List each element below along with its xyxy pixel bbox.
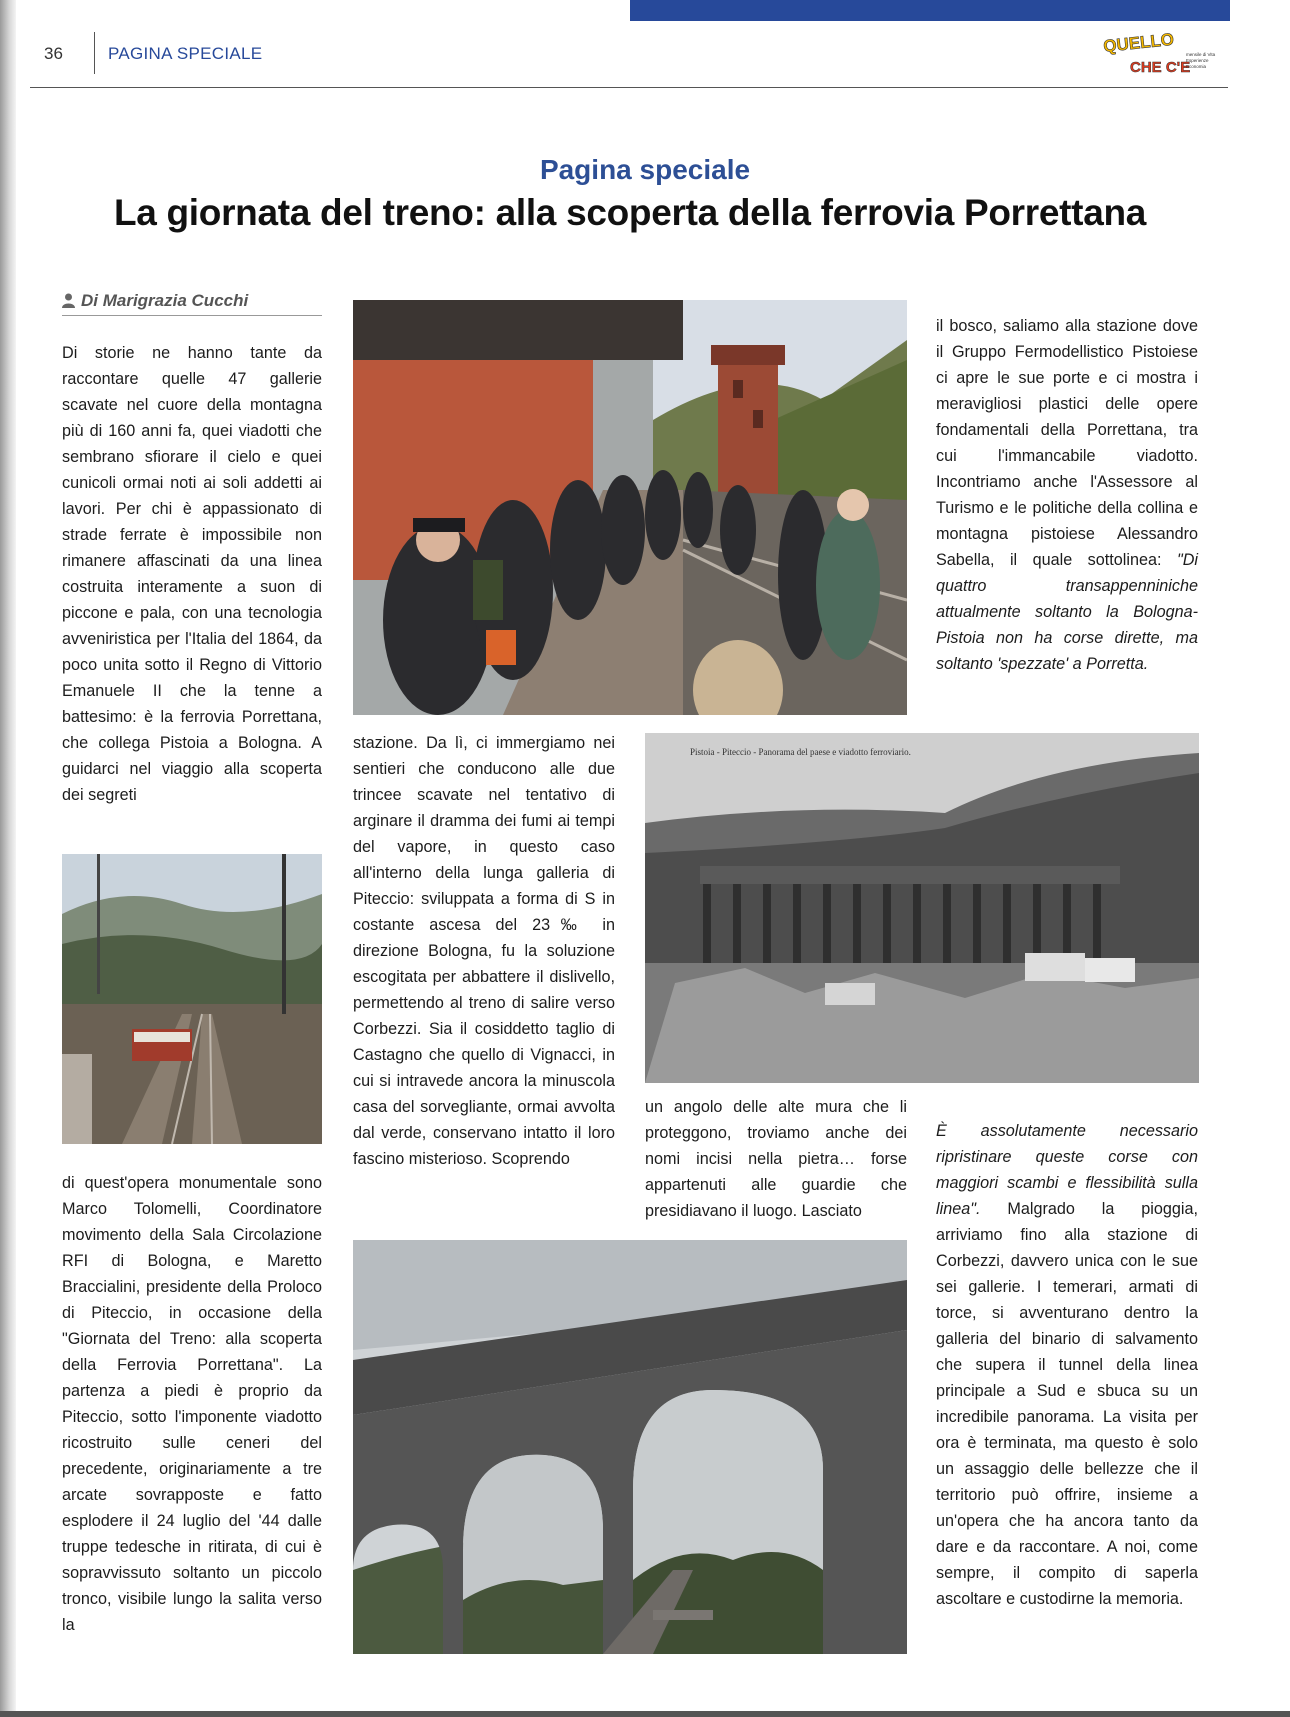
paragraph: Di storie ne hanno tante da raccontare quelle 47 gallerie scavate nel cuore della montagna più di 160 anni fa, quei viadotti che sembrano sfiorare il cielo e quei cunicoli ormai noti ai soli addetti ai lavori. Per chi è appassionato di strade ferrate è impossibile non rimanere affascinati da una linea costruita interamente a suon di piccone e pala, con una tecnologia avveniristica per l'Italia del 1864, da poco unita sotto il Regno di Vittorio Emanuele II che la tenne a battesimo: è la ferrovia Porrettana, che collega Pistoia a Bologna. A guidarci nel viaggio alla scoperta dei segreti bbox=[62, 344, 322, 804]
paragraph: di quest'opera monumentale sono Marco Tolomelli, Coordinatore movimento della Sala Circolazione RFI di Bologna, e Maretto Braccialini, presidente della Proloco di Piteccio, in occasione della "Giornata del Treno: alla scoperta della Ferrovia Porrettana". La partenza a piedi è proprio da Piteccio, sotto l'imponente viadotto ricostruito sulle ceneri del precedente, originariamente a tre arcate sovrapposte e fatto esplodere il 24 luglio del '44 dalle truppe tedesche in ritirata, di cui è sopravvissuto soltanto un piccolo tronco, visibile lungo la salita verso la bbox=[62, 1174, 322, 1634]
column-3 bbox=[645, 1094, 907, 1224]
page-bottom-edge bbox=[0, 1711, 1290, 1717]
viaduct-pier bbox=[853, 884, 861, 969]
viaduct-pier bbox=[1093, 884, 1101, 969]
column-2 bbox=[353, 730, 615, 1172]
viaduct-pier bbox=[733, 884, 741, 969]
author-name: Di Marigrazia Cucchi bbox=[81, 291, 249, 310]
header-accent-bar bbox=[630, 0, 1230, 21]
svg-text:mensile di Vita: mensile di Vita bbox=[1186, 52, 1216, 57]
postcard-caption: Pistoia - Piteccio - Panorama del paese e viadotto ferroviario. bbox=[690, 747, 911, 757]
quote-text: È assolutamente necessario ripristinare queste corse con maggiori scambi e flessibilità sulla linea". bbox=[936, 1122, 1198, 1218]
viaduct-pier bbox=[763, 884, 771, 969]
author-icon bbox=[62, 293, 75, 313]
viaduct-pier bbox=[1003, 884, 1011, 969]
viaduct-pier bbox=[793, 884, 801, 969]
paragraph bbox=[936, 313, 1198, 677]
paragraph: un angolo delle alte mura che li proteggono, troviamo anche dei nomi incisi nella pietra… forse appartenuti alle guardie che presidiavano il luogo. Lasciato bbox=[645, 1098, 907, 1220]
svg-text:Economia: Economia bbox=[1186, 64, 1207, 69]
viaduct-pier bbox=[703, 884, 711, 969]
page-spine-shadow bbox=[0, 0, 16, 1717]
photo-viaduct-from-below bbox=[353, 1240, 907, 1654]
magazine-logo bbox=[1100, 30, 1230, 80]
column-4-top bbox=[936, 313, 1198, 677]
paragraph-text: Malgrado la pioggia, arriviamo fino alla stazione di Corbezzi, davvero unica con le sue sei gallerie. I temerari, armati di torce, si avventurano dentro la galleria del binario di salvamento che supera il tunnel della linea principale a Sud e sbuca su un incredibile panorama. La visita per ora è terminata, ma questo è solo un assaggio delle bellezze che il territorio può offrire, insieme a un'opera che ha ancora tanto da dare e da raccontare. A noi, come sempre, il compito di saperla ascoltare e custodirne la memoria. bbox=[936, 1200, 1198, 1608]
viaduct-pier bbox=[883, 884, 891, 969]
byline bbox=[62, 291, 322, 316]
page-number: 36 bbox=[44, 44, 63, 63]
viaduct-pier bbox=[823, 884, 831, 969]
paragraph bbox=[936, 1118, 1198, 1612]
viaduct-pier bbox=[943, 884, 951, 969]
section-label: PAGINA SPECIALE bbox=[108, 44, 263, 63]
photo-train-tracks bbox=[62, 854, 322, 1144]
article-kicker: Pagina speciale bbox=[539, 154, 751, 185]
article-title: La giornata del treno: alla scoperta della ferrovia Porrettana bbox=[113, 192, 1147, 233]
quote-text: "Di quattro transappenniniche attualmente soltanto la Bologna-Pistoia non ha corse dirette, ma soltanto 'spezzate' a Porretta. bbox=[936, 551, 1198, 673]
header-rule bbox=[30, 87, 1228, 88]
logo-text-top: QUELLO bbox=[1102, 30, 1175, 56]
header-divider bbox=[94, 32, 95, 74]
photo-historic-postcard bbox=[645, 733, 1199, 1083]
column-4-bottom bbox=[936, 1118, 1198, 1612]
paragraph-text: il bosco, saliamo alla stazione dove il Gruppo Fermodellistico Pistoiese ci apre le sue porte e ci mostra i meravigliosi plastici delle opere fondamentali della Porrettana, tra cui l'immancabile viadotto. Incontriamo anche l'Assessore al Turismo e le politiche della collina e montagna pistoiese Alessandro Sabella, il quale sottolinea: bbox=[936, 317, 1198, 569]
viaduct-pier bbox=[913, 884, 921, 969]
svg-text:Esperienze: Esperienze bbox=[1186, 58, 1209, 63]
column-1-bottom bbox=[62, 1170, 322, 1638]
viaduct-pier bbox=[973, 884, 981, 969]
logo-text-bottom: CHE C'E bbox=[1130, 59, 1191, 76]
photo-group-at-station bbox=[353, 300, 907, 715]
column-1-top bbox=[62, 340, 322, 808]
paragraph: stazione. Da lì, ci immergiamo nei sentieri che conducono alle due trincee scavate nel tentativo di arginare il dramma dei fumi ai tempi del vapore, in questo caso all'interno della lunga galleria di Piteccio: sviluppata a forma di S in costante ascesa del 23‰ in direzione Bologna, fu la soluzione escogitata per abbattere il dislivello, permettendo al treno di salire verso Corbezzi. Sia il cosiddetto taglio di Castagno che quello di Vignacci, in cui si intravede ancora la minuscola casa del sorvegliante, ormai avvolta dal verde, conservano intatto il loro fascino misterioso. Scoprendo bbox=[353, 734, 615, 1168]
